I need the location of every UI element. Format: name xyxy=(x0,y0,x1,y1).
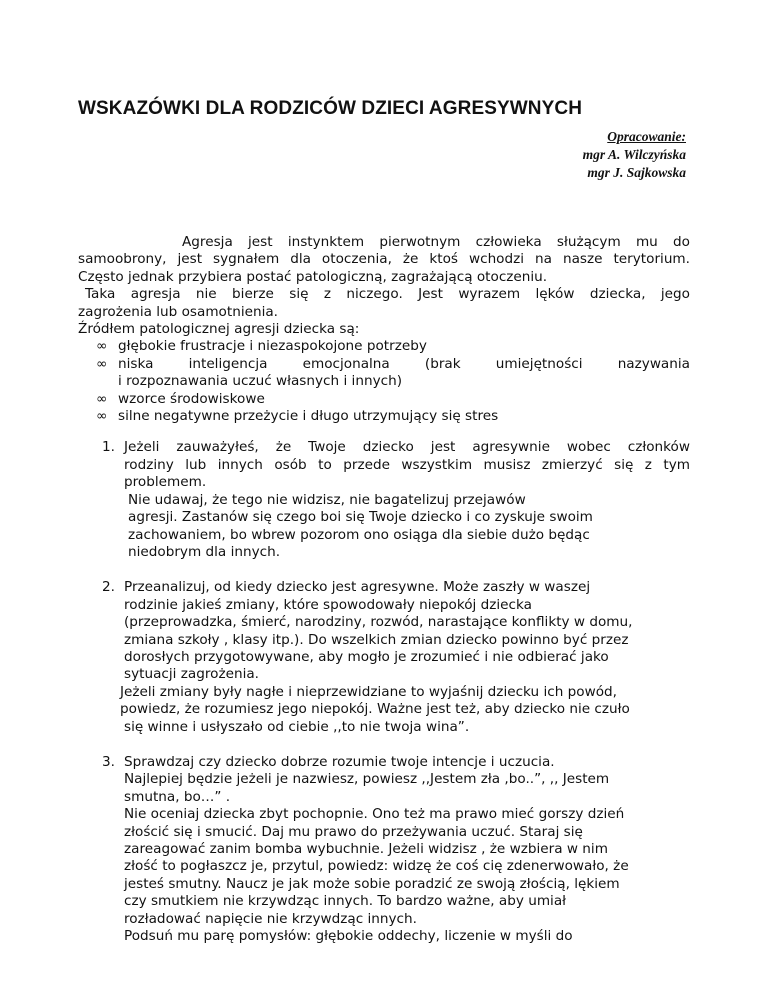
item-line: sytuacji zagrożenia. xyxy=(124,666,259,683)
authors-block xyxy=(583,128,686,182)
infinity-bullet-icon: ∞ xyxy=(96,390,108,407)
item-line: rodziny lub innych osób to przede wszystkim musisz zmierzyć się z tym xyxy=(124,456,690,473)
item-line: dorosłych przygotowywane, aby mogło je zrozumieć i nie odbierać jako xyxy=(124,648,609,665)
item-line: Sprawdzaj czy dziecko dobrze rozumie twoje intencje i uczucia. xyxy=(124,753,555,770)
item-line: Nie udawaj, że tego nie widzisz, nie bagatelizuj przejawów xyxy=(128,491,526,508)
intro-line: zagrożenia lub osamotnienia. xyxy=(78,303,279,320)
item-line: Podsuń mu parę pomysłów: głębokie oddechy, liczenie w myśli do xyxy=(124,928,573,945)
item-line: agresji. Zastanów się czego boi się Twoje dziecko i co zyskuje swoim xyxy=(128,509,593,526)
item-line: rozładować napięcie nie krzywdząc innych. xyxy=(124,910,417,927)
item-line: Jeżeli zmiany były nagłe i nieprzewidziane to wyjaśnij dziecku ich powód, xyxy=(120,683,617,700)
list-item xyxy=(78,338,690,355)
item-line: (przeprowadzka, śmierć, narodziny, rozwód, narastające konflikty w domu, xyxy=(124,614,633,631)
infinity-bullet-icon: ∞ xyxy=(96,408,108,425)
list-item-text: niska inteligencja emocjonalna (brak umiejętności nazywania xyxy=(118,355,690,372)
item-line: się winne i usłyszało od ciebie ,,to nie twoja wina”. xyxy=(124,718,470,735)
item-line: Jeżeli zauważyłeś, że Twoje dziecko jest agresywnie wobec członków xyxy=(124,439,690,456)
document-body xyxy=(78,234,690,945)
item-line: smutna, bo…” . xyxy=(124,788,231,805)
intro-line: Źródłem patologicznej agresji dziecka są: xyxy=(78,321,360,338)
authors-label: Opracowanie: xyxy=(607,129,686,144)
advice-item-2 xyxy=(78,579,690,736)
item-number: 3. xyxy=(102,753,115,770)
item-line: rodzinie jakieś zmiany, które spowodowały niepokój dziecka xyxy=(124,596,532,613)
advice-item-1 xyxy=(78,439,690,561)
advice-item-3 xyxy=(78,754,690,945)
sources-list xyxy=(78,338,690,425)
item-line: powiedz, że rozumiesz jego niepokój. Ważne jest też, aby dziecko nie czuło xyxy=(120,701,630,718)
item-line: problemem. xyxy=(124,474,207,491)
author-name: mgr J. Sajkowska xyxy=(587,165,686,180)
item-line: jesteś smutny. Naucz je jak może sobie poradzić ze swoją złością, lękiem xyxy=(124,875,620,892)
intro-line: Taka agresja nie bierze się z niczego. Jest wyrazem lęków dziecka, jego xyxy=(85,286,690,303)
item-number: 2. xyxy=(102,579,115,596)
item-line: zmiana szkoły , klasy itp.). Do wszelkich zmian dziecko powinno być przez xyxy=(124,631,629,648)
item-line: czy smutkiem nie krzywdząc innych. To bardzo ważne, aby umiał xyxy=(124,893,567,910)
item-line: zareagować zanim bomba wybuchnie. Jeżeli widzisz , że wzbiera w nim xyxy=(124,841,608,857)
list-item-text: głębokie frustracje i niezaspokojone potrzeby xyxy=(118,338,427,355)
infinity-bullet-icon: ∞ xyxy=(96,338,108,355)
intro-paragraph xyxy=(78,234,690,338)
item-line: złościć się i smucić. Daj mu prawo do przeżywania uczuć. Staraj się xyxy=(124,823,583,840)
author-name: mgr A. Wilczyńska xyxy=(582,147,686,162)
advice-list xyxy=(78,439,690,945)
item-line: złość to pogłaszcz je, przytul, powiedz: widzę że coś cię zdenerwowało, że xyxy=(124,858,629,875)
document-title: WSKAZÓWKI DLA RODZICÓW DZIECI AGRESYWNYCH xyxy=(78,98,583,119)
item-line: niedobrym dla innych. xyxy=(128,543,281,560)
list-item xyxy=(78,391,690,408)
intro-line: samoobrony, jest sygnałem dla otoczenia, że ktoś wchodzi na nasze terytorium. xyxy=(78,251,690,268)
item-number: 1. xyxy=(102,439,115,456)
item-line: Nie oceniaj dziecka zbyt pochopnie. Ono też ma prawo mieć gorszy dzień xyxy=(124,806,625,823)
list-item-text: wzorce środowiskowe xyxy=(118,390,265,407)
list-item-text: silne negatywne przeżycie i długo utrzymujący się stres xyxy=(118,408,499,425)
item-line: Przeanalizuj, od kiedy dziecko jest agresywne. Może zaszły w waszej xyxy=(124,579,591,596)
list-item xyxy=(78,356,690,391)
intro-line: Agresja jest instynktem pierwotnym człowieka służącym mu do xyxy=(182,234,690,250)
intro-line: Często jednak przybiera postać patologiczną, zagrażającą otoczeniu. xyxy=(78,268,548,285)
list-item-text: i rozpoznawania uczuć własnych i innych) xyxy=(118,373,403,390)
item-line: Najlepiej będzie jeżeli je nazwiesz, powiesz ,,Jestem zła ,bo..”, ,, Jestem xyxy=(124,771,610,788)
item-line: zachowaniem, bo wbrew pozorom ono osiąga dla siebie dużo będąc xyxy=(128,526,590,543)
list-item xyxy=(78,408,690,425)
infinity-bullet-icon: ∞ xyxy=(96,355,108,372)
